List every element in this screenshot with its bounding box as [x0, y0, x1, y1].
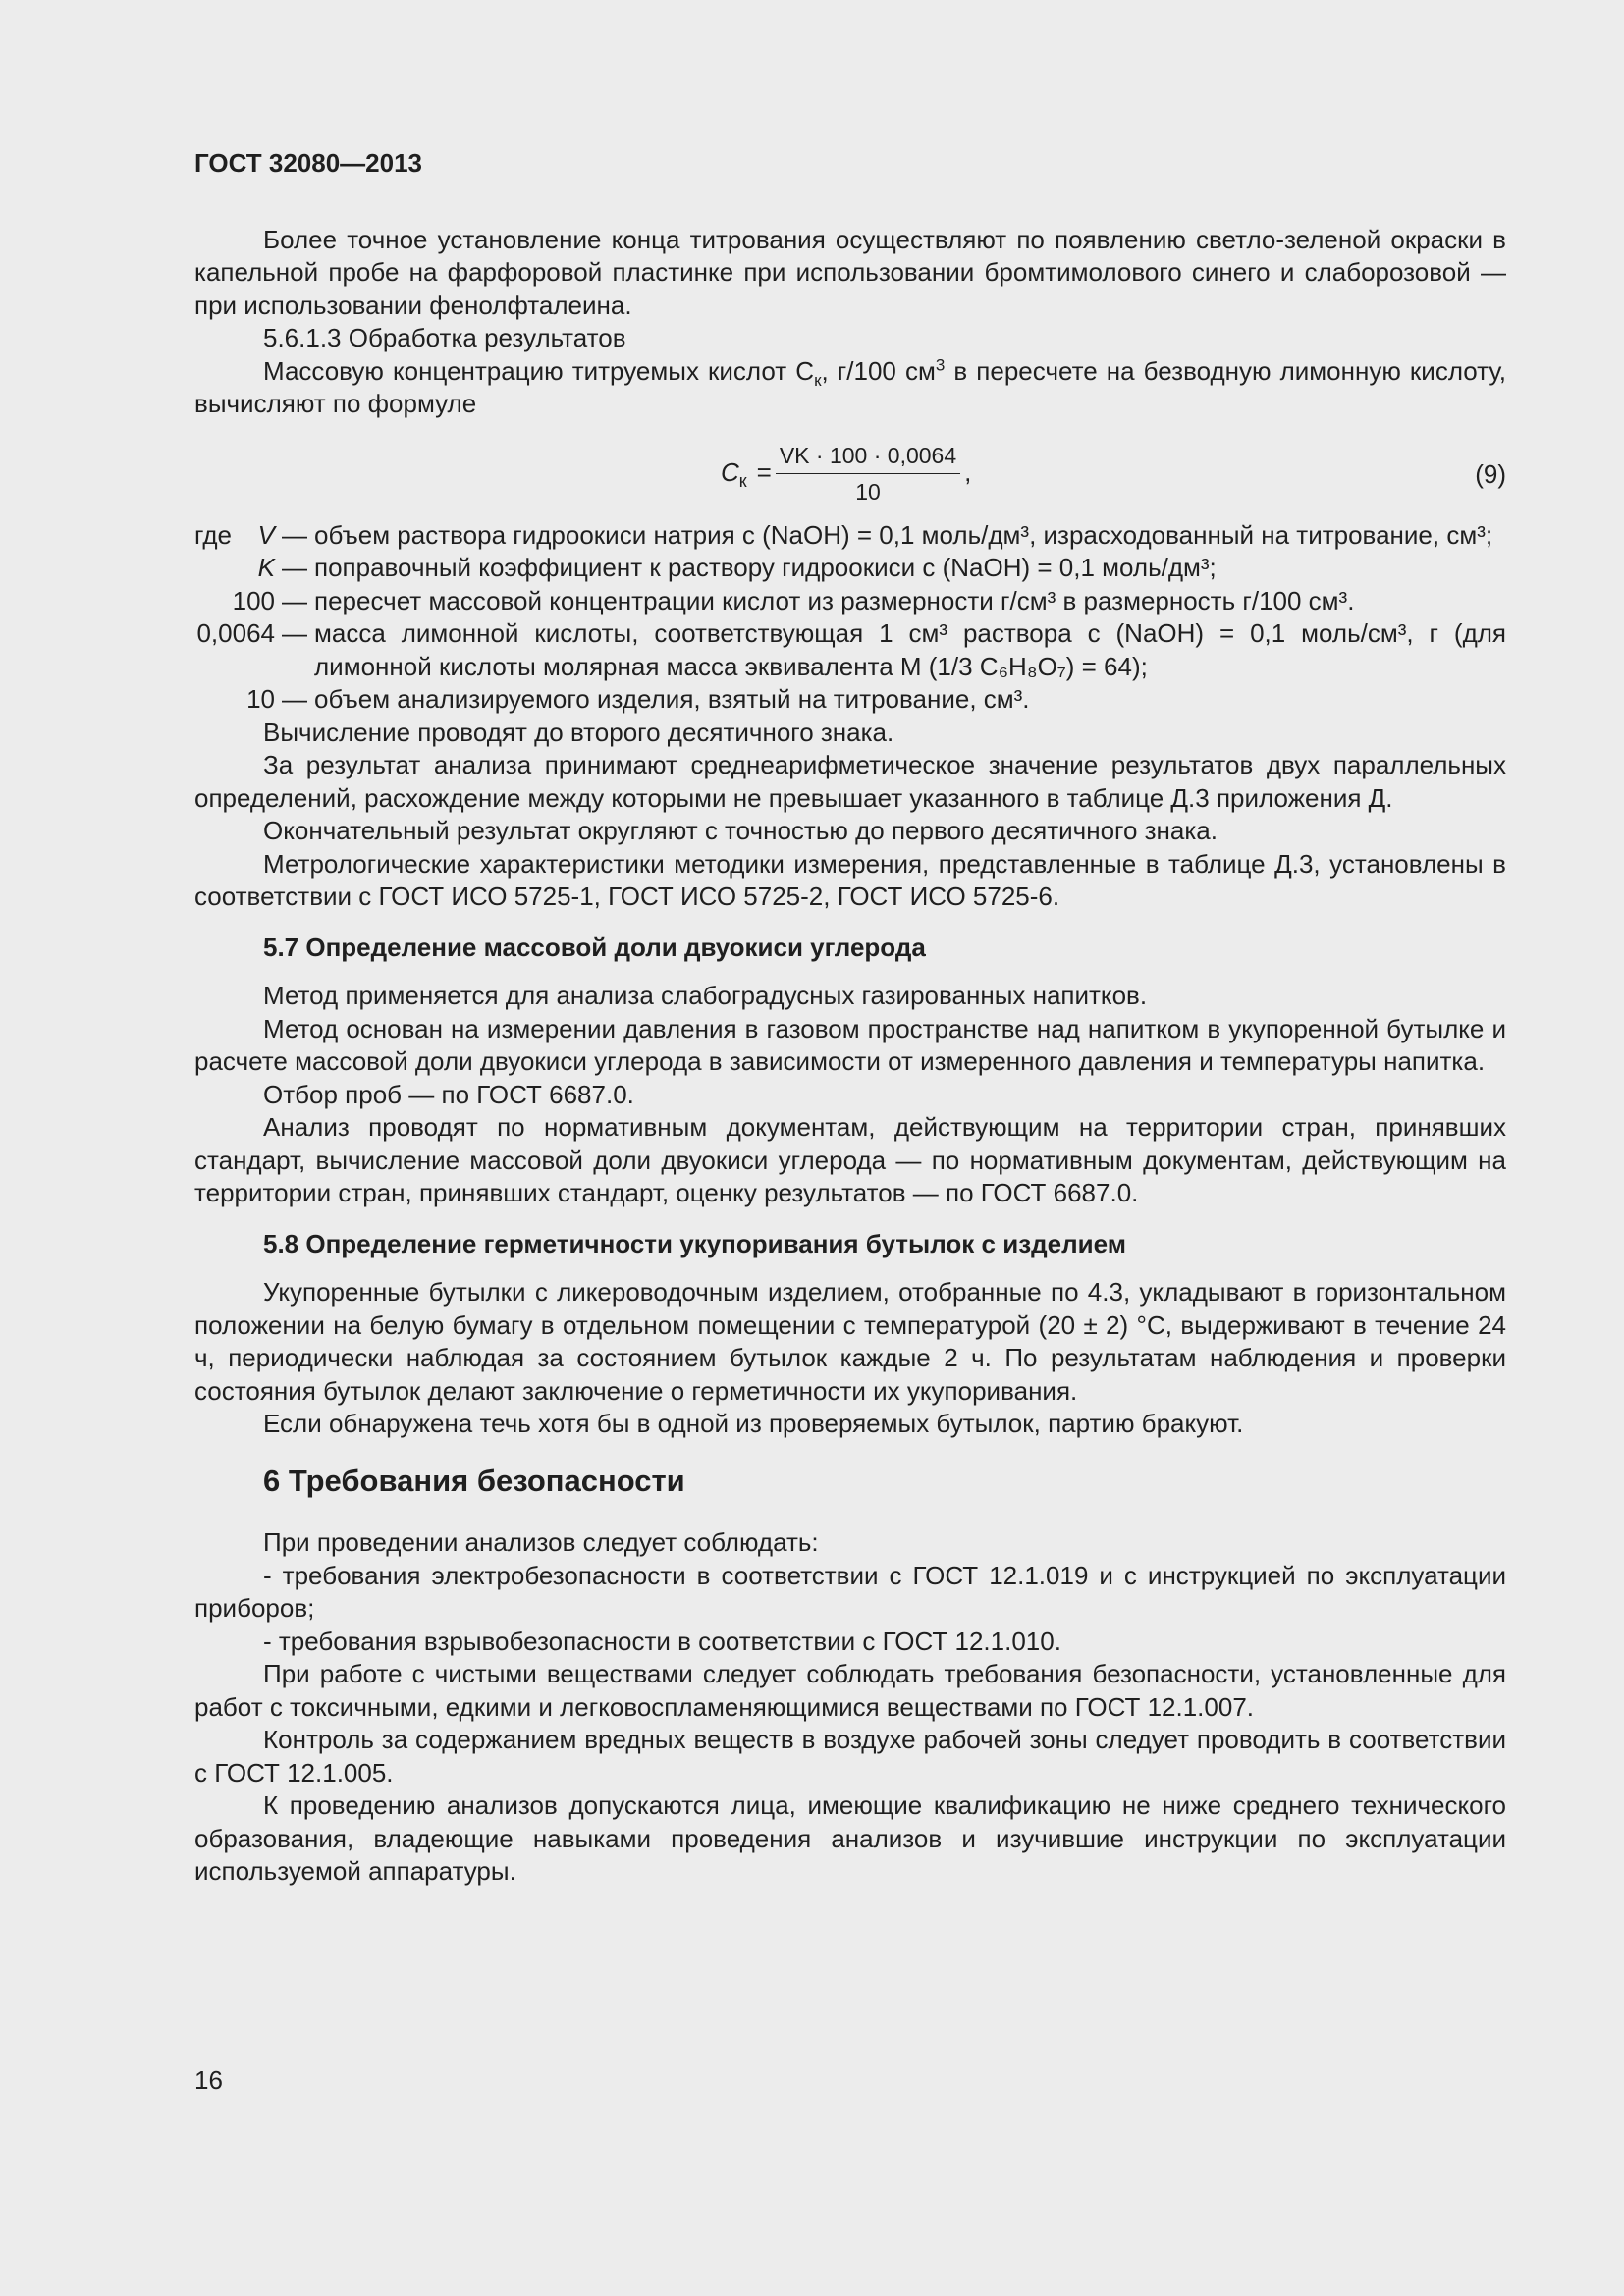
- paragraph: Метод основан на измерении давления в газовом пространстве над напитком в укупоренной бутылке и расчете массовой доли двуокиси углерода в зависимости от измеренного давления и температуры напитка.: [194, 1013, 1506, 1076]
- where-desc: пересчет массовой концентрации кислот из размерности г/см³ в размерность г/100 см³.: [314, 585, 1355, 615]
- paragraph: Отбор проб — по ГОСТ 6687.0.: [263, 1079, 634, 1109]
- where-label: где V: [194, 519, 275, 550]
- formula-fraction: [776, 441, 960, 507]
- paragraph: Более точное установление конца титрования осуществляют по появлению светло-зеленой окраски в капельной пробе на фарфоровой пластинке при использовании бромтимолового синего и слаборозовой — при использовании фенолфталеина.: [194, 224, 1506, 320]
- where-desc: объем раствора гидроокиси натрия c (NaOH) = 0,1 моль/дм³, израсходованный на титрование, см³;: [314, 519, 1493, 550]
- paragraph: Если обнаружена течь хотя бы в одной из проверяемых бутылок, партию бракуют.: [263, 1409, 1244, 1438]
- where-dash: —: [282, 618, 307, 648]
- paragraph: При работе с чистыми веществами следует соблюдать требования безопасности, установленные для работ с токсичными, едкими и легковоспламеняющимися веществами по ГОСТ 12.1.007.: [194, 1659, 1506, 1722]
- formula-9: [194, 441, 1506, 509]
- paragraph: Укупоренные бутылки с ликероводочным изделием, отобранные по 4.3, укладывают в горизонтальном положении на белую бумагу в отдельном помещении с температурой (20 ± 2) °C, выдерживают в течение 24 ч, периодически наблюдая за состоянием бутылок каждые 2 ч. По результатам наблюдения и проверки состояния бутылок делают заключение о герметичности их укупоривания.: [194, 1277, 1506, 1406]
- formula-numerator: VK · 100 · 0,0064: [776, 441, 960, 474]
- page-content: [194, 147, 1506, 1889]
- where-dash: —: [282, 519, 307, 550]
- page-header: ГОСТ 32080—2013: [194, 148, 422, 178]
- paragraph: Контроль за содержанием вредных веществ в воздухе рабочей зоны следует проводить в соответствии с ГОСТ 12.1.005.: [194, 1725, 1506, 1788]
- list-item: - требования взрывобезопасности в соответствии с ГОСТ 12.1.010.: [263, 1626, 1061, 1656]
- where-symbol: K: [257, 553, 275, 582]
- page-number: 16: [194, 2065, 223, 2095]
- where-dash: —: [282, 553, 307, 582]
- formula-denominator: 10: [855, 478, 881, 505]
- formula-equals: =: [756, 457, 772, 488]
- chapter-heading-6: 6 Требования безопасности: [263, 1463, 685, 1498]
- subsection-title: 5.6.1.3 Обработка результатов: [263, 323, 626, 352]
- list-item: - требования электробезопасности в соответствии с ГОСТ 12.1.019 и с инструкцией по эксплуатации приборов;: [194, 1560, 1506, 1623]
- section-heading-5-8: 5.8 Определение герметичности укупоривания бутылок с изделием: [263, 1228, 1126, 1258]
- where-desc: поправочный коэффициент к раствору гидроокиси c (NaOH) = 0,1 моль/дм³;: [314, 553, 1217, 582]
- formula-comma: ,: [964, 457, 972, 488]
- formula-number: (9): [1475, 458, 1506, 489]
- paragraph: Окончательный результат округляют с точностью до первого десятичного знака.: [263, 816, 1218, 845]
- formula-lhs: $C_к$: [721, 457, 747, 492]
- paragraph: Метрологические характеристики методики измерения, представленные в таблице Д.3, установлены в соответствии с ГОСТ ИСО 5725-1, ГОСТ ИСО 5725-2, ГОСТ ИСО 5725-6.: [194, 848, 1506, 911]
- paragraph: При проведении анализов следует соблюдать:: [263, 1527, 819, 1557]
- where-desc: масса лимонной кислоты, соответствующая 1 см³ раствора c (NaOH) = 0,1 моль/см³, г (для лимонной кислоты молярная масса эквивалента M (1/3 C₆H₈O₇) = 64);: [314, 618, 1506, 681]
- where-symbol: 0,0064: [196, 618, 275, 648]
- where-symbol: 100: [232, 585, 275, 615]
- where-dash: —: [282, 684, 307, 714]
- paragraph: За результат анализа принимают среднеарифметическое значение результатов двух параллельных определений, расхождение между которыми не превышает указанного в таблице Д.3 приложения Д.: [194, 750, 1506, 813]
- variable-definitions: [194, 519, 1506, 717]
- where-dash: —: [282, 585, 307, 615]
- where-symbol: 10: [246, 684, 275, 714]
- paragraph: Метод применяется для анализа слабоградусных газированных напитков.: [263, 981, 1148, 1010]
- paragraph: Массовую концентрацию титруемых кислот $C_к$, г/100 $см^3$ в пересчете на безводную лимонную кислоту, вычисляют по формуле: [194, 354, 1507, 418]
- paragraph: Анализ проводят по нормативным документам, действующим на территории стран, принявших стандарт, вычисление массовой доли двуокиси углерода — по нормативным документам, действующим на территории стран, принявших стандарт, оценку результатов — по ГОСТ 6687.0.: [194, 1112, 1506, 1207]
- where-desc: объем анализируемого изделия, взятый на титрование, см³.: [314, 684, 1030, 714]
- paragraph: К проведению анализов допускаются лица, имеющие квалификацию не ниже среднего технического образования, владеющие навыками проведения анализов и изучившие инструкции по эксплуатации используемой аппаратуры.: [194, 1790, 1506, 1886]
- paragraph: Вычисление проводят до второго десятичного знака.: [263, 717, 894, 747]
- section-heading-5-7: 5.7 Определение массовой доли двуокиси углерода: [263, 932, 926, 962]
